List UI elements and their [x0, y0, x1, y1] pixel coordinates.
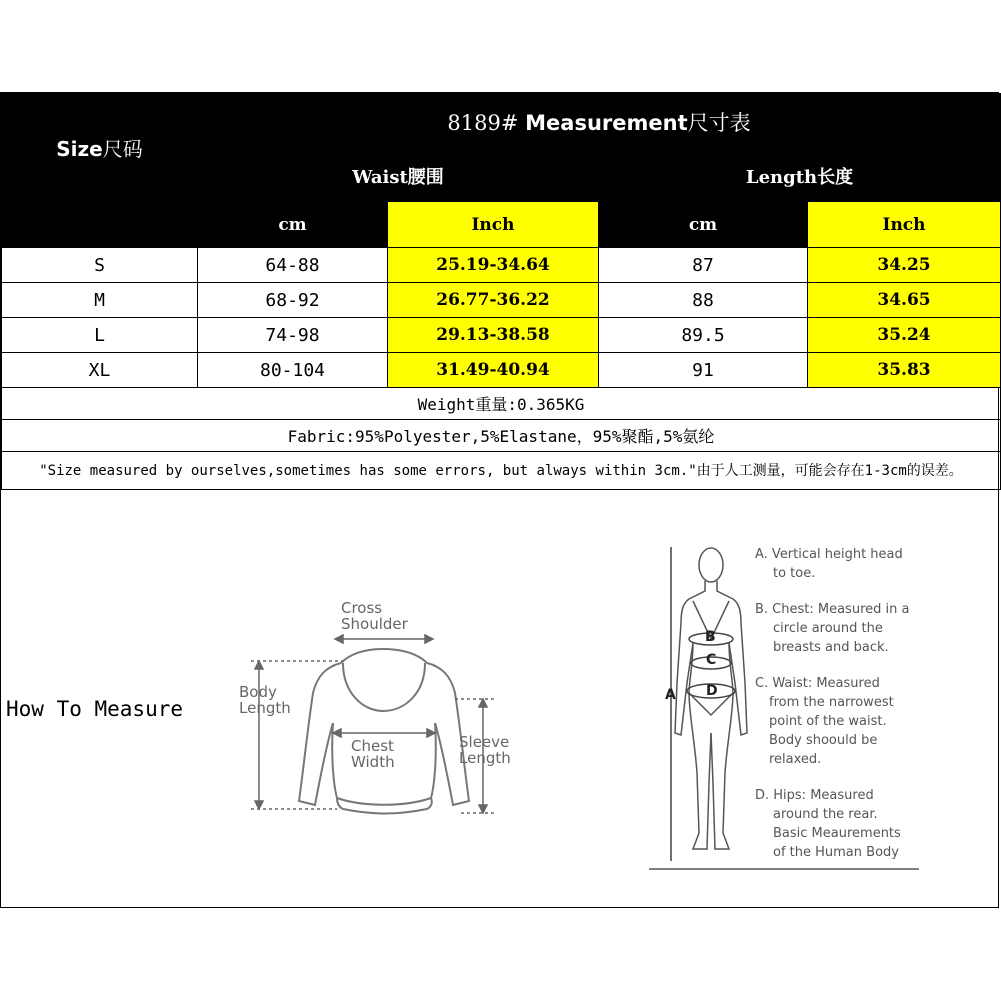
cross-shoulder-label-2: Shoulder	[341, 615, 408, 633]
size-header	[2, 94, 198, 202]
label-c: C	[706, 652, 717, 668]
legend-line: from the narrowest	[769, 695, 894, 710]
length-header: Length长度	[599, 150, 1001, 202]
title-code: 8189#	[447, 110, 519, 135]
measure-lines	[671, 547, 735, 861]
body-length-label-1: Body	[239, 683, 277, 701]
sleeve-length-label-2: Length	[459, 749, 511, 767]
waist-inch-cell: 29.13-38.58	[388, 318, 599, 353]
legend-line: of the Human Body	[773, 845, 899, 860]
size-cell: L	[2, 318, 198, 353]
how-to-measure-label: How To Measure	[6, 697, 184, 721]
table-row	[2, 248, 1001, 283]
legend-line: Basic Meaurements	[773, 826, 901, 841]
cross-shoulder-arrow-left	[335, 635, 343, 643]
label-d: D	[706, 683, 718, 699]
legend-line: circle around the	[773, 621, 883, 636]
waist-inch-header: Inch	[388, 202, 599, 248]
length-cm-cell: 91	[599, 353, 808, 388]
sleeve-length-arrow-bottom	[479, 805, 487, 813]
size-header-label: Size	[56, 137, 103, 161]
length-inch-cell: 34.65	[808, 283, 1001, 318]
cross-shoulder-arrow-right	[425, 635, 433, 643]
legend-line: B. Chest: Measured in a	[755, 602, 910, 617]
legend-line: relaxed.	[769, 752, 822, 767]
head-shape	[699, 548, 723, 582]
legend-line: C. Waist: Measured	[755, 676, 880, 691]
sleeve-length-label-1: Sleeve	[459, 733, 510, 751]
legend-line: to toe.	[773, 566, 816, 581]
legend-line: breasts and back.	[773, 640, 889, 655]
title-main: Measurement	[525, 110, 688, 135]
shirt-diagram	[233, 593, 523, 817]
label-b: B	[705, 629, 716, 645]
size-cell: S	[2, 248, 198, 283]
waist-cm-cell: 74-98	[198, 318, 388, 353]
body-length-arrow-bottom	[255, 801, 263, 809]
length-cm-cell: 87	[599, 248, 808, 283]
legend-line: Body shoould be	[769, 733, 878, 748]
waist-header: Waist腰围	[198, 150, 599, 202]
how-to-measure-section	[1, 505, 998, 907]
legend-line: around the rear.	[773, 807, 878, 822]
length-cm-header: cm	[599, 202, 808, 248]
waist-inch-cell: 26.77-36.22	[388, 283, 599, 318]
waist-cm-cell: 80-104	[198, 353, 388, 388]
cross-shoulder-label-1: Cross	[341, 599, 383, 617]
waist-inch-cell: 25.19-34.64	[388, 248, 599, 283]
body-length-label-2: Length	[239, 699, 291, 717]
title-cn: 尺寸表	[687, 110, 751, 135]
chest-width-arrow-right	[427, 729, 435, 737]
size-chart	[0, 92, 999, 908]
table-row	[2, 353, 1001, 388]
waist-cm-cell: 64-88	[198, 248, 388, 283]
size-header-cn: 尺码	[102, 137, 143, 161]
size-header-spacer	[2, 202, 198, 248]
body-diagram	[649, 543, 939, 873]
measurement-note: "Size measured by ourselves,sometimes has some errors, but always within 3cm."由于人工测量，可能会存在1-3cm的误差。	[2, 452, 1001, 490]
table-row	[2, 318, 1001, 353]
length-inch-cell: 35.24	[808, 318, 1001, 353]
size-cell: M	[2, 283, 198, 318]
chest-width-label-1: Chest	[351, 737, 394, 755]
measurement-table	[1, 93, 1001, 490]
length-cm-cell: 89.5	[599, 318, 808, 353]
waist-cm-cell: 68-92	[198, 283, 388, 318]
legend-line: A. Vertical height head	[755, 547, 903, 562]
waist-cm-header: cm	[198, 202, 388, 248]
table-row	[2, 283, 1001, 318]
chest-width-arrow-left	[333, 729, 341, 737]
length-inch-cell: 35.83	[808, 353, 1001, 388]
chest-width-label-2: Width	[351, 753, 395, 771]
sleeve-length-arrow-top	[479, 699, 487, 707]
size-cell: XL	[2, 353, 198, 388]
shirt-outline	[299, 649, 469, 814]
length-inch-header: Inch	[808, 202, 1001, 248]
legend-line: D. Hips: Measured	[755, 788, 874, 803]
body-length-arrow-top	[255, 661, 263, 669]
legend-line: point of the waist.	[769, 714, 887, 729]
length-inch-cell: 34.25	[808, 248, 1001, 283]
fabric-info: Fabric:95%Polyester,5%Elastane，95%聚酯,5%氨纶	[2, 420, 1001, 452]
label-a: A	[665, 687, 676, 703]
length-cm-cell: 88	[599, 283, 808, 318]
weight-info: Weight重量:0.365KG	[2, 388, 1001, 420]
table-title	[198, 94, 1001, 150]
waist-inch-cell: 31.49-40.94	[388, 353, 599, 388]
